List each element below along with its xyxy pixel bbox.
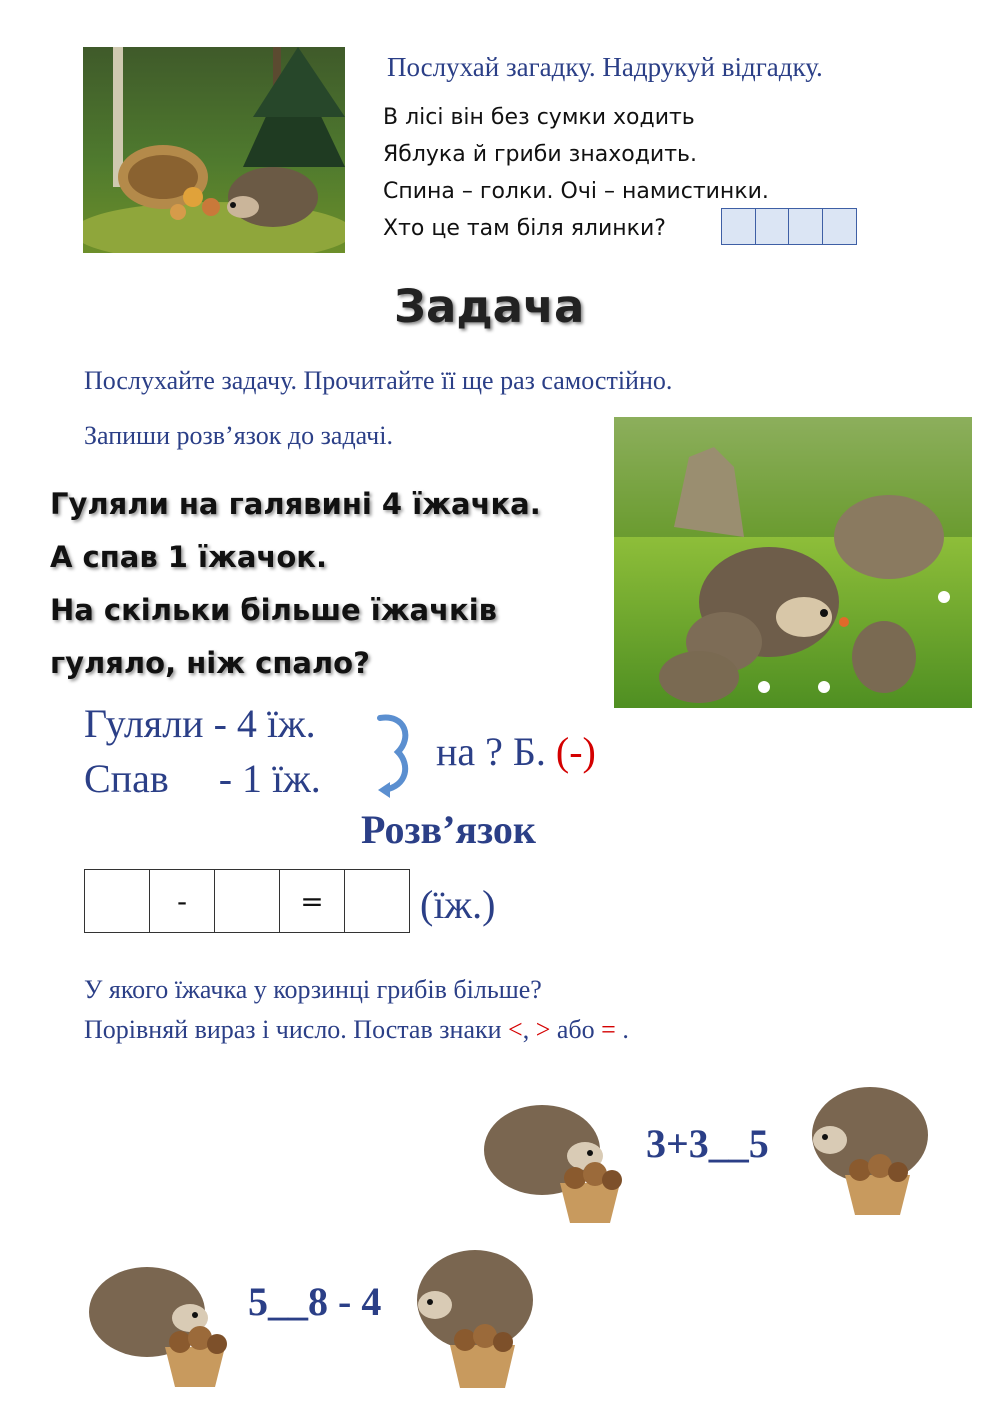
comparison-question: У якого їжачка у корзинці грибів більше? bbox=[84, 975, 542, 1004]
sign-less-than: < bbox=[508, 1015, 523, 1044]
riddle-hedgehog-picture bbox=[83, 47, 345, 253]
answer-letter-box[interactable] bbox=[822, 208, 857, 245]
record-slept: Спав - 1 їж. bbox=[84, 756, 321, 801]
record-question bbox=[436, 728, 596, 775]
operation-sign: (-) bbox=[555, 729, 596, 774]
task-heading: Задача bbox=[394, 280, 585, 333]
comparison-instruction bbox=[84, 1015, 629, 1045]
hedgehog-basket-2 bbox=[800, 1080, 930, 1220]
problem-line: гуляло, ніж спало? bbox=[50, 646, 370, 680]
task-instruction-write: Запиши розв’язок до задачі. bbox=[84, 421, 393, 450]
sign-equals: = bbox=[601, 1015, 616, 1044]
hedgehog-family-picture bbox=[614, 417, 972, 708]
answer-letter-box[interactable] bbox=[755, 208, 790, 245]
solution-number-cell[interactable] bbox=[85, 870, 150, 933]
instruction-prefix: Порівняй вираз і число. Постав знаки bbox=[84, 1015, 509, 1044]
answer-letter-box[interactable] bbox=[788, 208, 823, 245]
question-text: на ? Б. bbox=[436, 729, 546, 774]
instruction-or: або bbox=[550, 1015, 602, 1044]
instruction-end: . bbox=[615, 1015, 629, 1044]
hedgehog-basket-4 bbox=[405, 1240, 535, 1395]
equals-sign-cell: = bbox=[280, 870, 345, 933]
riddle-answer-boxes bbox=[721, 208, 857, 245]
solution-number-cell[interactable] bbox=[215, 870, 280, 933]
problem-line: А спав 1 їжачок. bbox=[50, 540, 327, 574]
riddle-line: Яблука й гриби знаходить. bbox=[383, 142, 697, 167]
brace-arrow-icon bbox=[376, 708, 420, 798]
solution-result-cell[interactable] bbox=[345, 870, 410, 933]
riddle-text bbox=[383, 99, 769, 247]
problem-text bbox=[50, 478, 541, 690]
solution-title: Розв’язок bbox=[361, 807, 536, 852]
problem-line: На скільки більше їжачків bbox=[50, 593, 498, 627]
riddle-line: Хто це там біля ялинки? bbox=[383, 216, 666, 241]
minus-sign-cell: - bbox=[150, 870, 215, 933]
comparison-expression-2[interactable]: 5__8 - 4 bbox=[248, 1279, 382, 1324]
instruction-comma: , bbox=[522, 1015, 536, 1044]
solution-table bbox=[84, 869, 410, 933]
riddle-line: В лісі він без сумки ходить bbox=[383, 105, 695, 130]
hedgehog-basket-3 bbox=[85, 1262, 235, 1392]
hedgehog-basket-1 bbox=[480, 1098, 630, 1228]
riddle-line: Спина – голки. Очі – намистинки. bbox=[383, 179, 769, 204]
answer-letter-box[interactable] bbox=[721, 208, 756, 245]
comparison-expression-1[interactable]: 3+3__5 bbox=[646, 1121, 769, 1166]
problem-line: Гуляли на галявині 4 їжачка. bbox=[50, 487, 541, 521]
riddle-title: Послухай загадку. Надрукуй відгадку. bbox=[387, 52, 823, 82]
solution-unit: (їж.) bbox=[420, 882, 496, 927]
record-walked: Гуляли - 4 їж. bbox=[84, 701, 316, 746]
task-instruction-listen: Послухайте задачу. Прочитайте її ще раз самостійно. bbox=[84, 366, 673, 395]
sign-greater-than: > bbox=[535, 1015, 551, 1044]
